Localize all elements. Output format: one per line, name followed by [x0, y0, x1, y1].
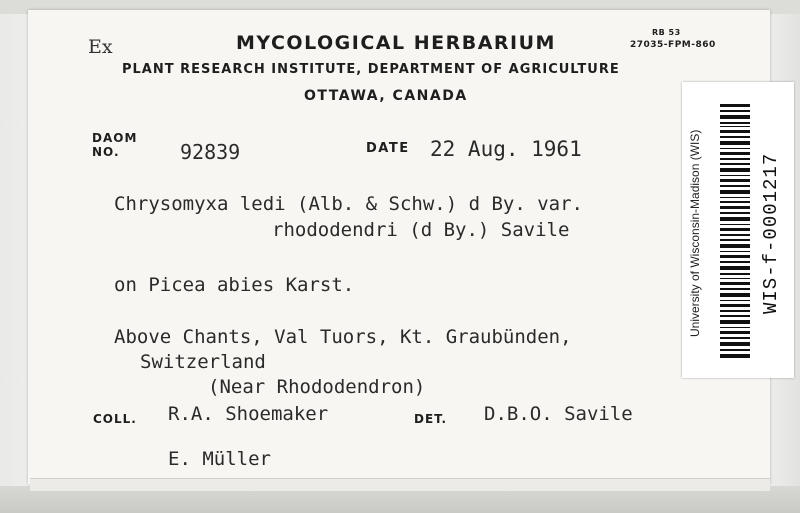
daom-label: DAOM: [92, 131, 138, 145]
locality-line-1: Above Chants, Val Tuors, Kt. Graubünden,: [114, 326, 572, 348]
collector-1: R.A. Shoemaker: [168, 403, 329, 425]
determiner: D.B.O. Savile: [484, 403, 633, 425]
locality-line-2: Switzerland: [140, 351, 266, 373]
habitat-line: (Near Rhododendron): [208, 376, 426, 398]
institute-name: PLANT RESEARCH INSTITUTE, DEPARTMENT OF AGRICULTURE: [122, 62, 620, 77]
ex-mark: Ex: [88, 36, 113, 58]
coll-label: COLL.: [93, 412, 137, 426]
taxon-line-1: Chrysomyxa ledi (Alb. & Schw.) d By. var.: [114, 193, 583, 215]
no-label: NO.: [92, 145, 120, 159]
barcode-label: [682, 82, 794, 378]
host-line: on Picea abies Karst.: [114, 274, 355, 296]
daom-number-label: [92, 131, 137, 159]
date-label: DATE: [366, 141, 410, 156]
taxon-line-2: rhododendri (d By.) Savile: [272, 219, 570, 241]
form-code: 27035-FPM-860: [630, 40, 716, 50]
institution-text: University of Wisconsin-Madison (WIS): [688, 129, 702, 337]
collection-date: 22 Aug. 1961: [430, 137, 582, 161]
rb-code: RB 53: [652, 28, 681, 37]
herbarium-title: MYCOLOGICAL HERBARIUM: [236, 32, 556, 54]
label-flap: [30, 478, 770, 491]
collector-2: E. Müller: [168, 448, 271, 470]
city-name: OTTAWA, CANADA: [304, 88, 468, 104]
herbarium-label: [28, 10, 770, 484]
daom-number: 92839: [180, 140, 241, 164]
barcode-graphic: [720, 104, 750, 358]
det-label: DET.: [414, 412, 448, 426]
catalog-id: WIS-f-0001217: [760, 152, 782, 314]
